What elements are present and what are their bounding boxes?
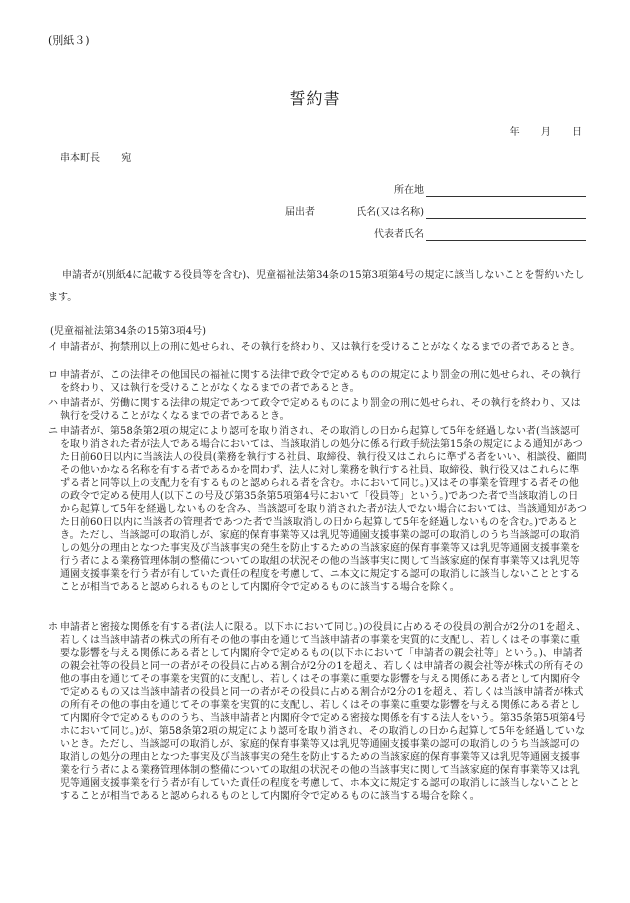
clause-text: 申請者が、労働に関する法律の規定であつて政令で定めるものにより罰金の刑に処せられ、その執行を終わり、又は執行を受けることがなくなるまでの者であるとき。 <box>60 398 581 422</box>
submitter-label: 届出者 <box>285 207 315 218</box>
field-name <box>300 206 586 219</box>
field-address-label: 所在地 <box>394 185 424 196</box>
section-heading: (児童福祉法第34条の15第3項4号) <box>50 326 206 337</box>
clause-marker: イ <box>48 342 58 353</box>
addressee <box>60 152 131 165</box>
addressee-name: 串本町長 <box>60 153 100 164</box>
clause-text: 申請者と密接な関係を有する者(法人に限る。以下ホにおいて同じ。)の役員に占めるその役員の割合が2分の1を超え、若しくは当該申請者の株式の所有その他の事由を通じて当該申請者の事業を実質的に支配し、若しくはその事業に重要な影響を与える関係にある者として内閣府令で定めるもの(以下ホにおいて「申請者の親会社等」という。)、申請者の親会社等の役員と同一の者がその役員に占める割合が2分の1を超え、若しくは申請者の親会社等が株式の所有その他の事由を通じてその事業を実質的に支配し、若しくはその事業に重要な影響を与える関係にある者として内閣府令で定めるもの又は当該申請者の役員と同一の者がその役員に占める割合が2分の1を超え、若しくは当該申請者が株式の所有その他の事由を通じてその事業を実質的に支配し、若しくはその事業に重要な影響を与える関係にある者として内閣府令で定めるもののうち、当該申請者と内閣府令で定める密接な関係を有する法人をいう。第35条第5項第4号ホにおいて同じ。)が、第58条第2項の規定により認可を取り消され、その取消しの日から起算して5年を経過していないとき。ただし、当該認可の取消しが、家庭的保育事業等又は乳児等通園支援事業の認可の取消しのうち当該認可の取消しの処分の理由となつた事実及び当該事実の発生を防止するための当該家庭的保育事業等又は乳児等通園支援事業を行う者による業務管理体制の整備についての取組の状況その他の当該事実に関して当該家庭的保育事業等又は乳児等通園支援事業を行う者が有していた責任の程度を考慮して、ホ本文に規定する認可の取消しに該当しないこととすることが相当であると認められるものとして内閣府令で定めるものに該当する場合を除く。 <box>60 622 587 802</box>
date-month-label: 月 <box>540 127 551 138</box>
field-name-label: 氏名(又は名称) <box>356 207 424 218</box>
field-address <box>300 184 586 197</box>
clause-marker: ロ <box>48 370 58 381</box>
field-address-line[interactable] <box>426 184 586 197</box>
date-day-label: 日 <box>572 127 582 138</box>
clause-text: 申請者が、拘禁刑以上の刑に処せられ、その執行を終わり、又は執行を受けることがなくなるまでの者であるとき。 <box>60 342 581 353</box>
clause-ro <box>48 369 588 395</box>
field-representative-label: 代表者氏名 <box>374 229 424 240</box>
annex-label: (別紙３) <box>48 34 90 47</box>
date-year-label: 年 <box>509 127 520 138</box>
date-line <box>492 126 582 139</box>
clause-ho <box>48 621 588 803</box>
clause-marker: ハ <box>48 398 58 409</box>
clause-ni <box>48 425 588 594</box>
clause-text: 申請者が、この法律その他国民の福祉に関する法律で政令で定めるものの規定により罰金の刑に処せられ、その執行を終わり、又は執行を受けることがなくなるまでの者であるとき。 <box>60 370 581 394</box>
clause-marker: ホ <box>48 622 58 633</box>
clause-i <box>48 341 588 354</box>
clause-marker: ニ <box>48 426 58 437</box>
field-representative <box>300 228 586 241</box>
page-title: 誓約書 <box>289 89 341 108</box>
pledge-statement: 申請者が(別紙4に記載する役員等を含む)、児童福祉法第34条の15第3項第4号の規定に該当しないことを誓約いたします。 <box>48 270 585 303</box>
clause-text: 申請者が、第58条第2項の規定により認可を取り消され、その取消しの日から起算して5年を経過しない者(当該認可を取り消された者が法人である場合においては、当該取消しの処分に係る行政手続法第15条の規定による通知があつた日前60日以内に当該法人の役員(業務を執行する社員、取締役、執行役又はこれらに準ずる者をいい、相談役、顧問その他いかなる名称を有する者であるかを問わず、法人に対し業務を執行する社員、取締役、執行役又はこれらに準ずる者と同等以上の支配力を有するものと認められる者を含む。ホにおいて同じ。)又はその事業を管理する者その他の政令で定める使用人(以下この号及び第35条第5項第4号において「役員等」という。)であつた者で当該取消しの日から起算して5年を経過しないものを含み、当該認可を取り消された者が法人でない場合においては、当該通知があつた日前60日以内に当該者の管理者であつた者で当該取消しの日から起算して5年を経過しないものを含む。)であるとき。ただし、当該認可の取消しが、家庭的保育事業等又は乳児等通園支援事業の認可の取消しのうち当該認可の取消しの処分の理由となつた事実及び当該事実の発生を防止するための当該家庭的保育事業等又は乳児等通園支援事業を行う者による業務管理体制の整備についての取組の状況その他の当該事実に関して当該家庭的保育事業等又は乳児等通園支援事業を行う者が有していた責任の程度を考慮して、ニ本文に規定する認可の取消しに該当しないこととすることが相当であると認められるものとして内閣府令で定めるものに該当する場合を除く。 <box>60 426 587 593</box>
clause-ha <box>48 397 588 423</box>
field-representative-line[interactable] <box>426 228 586 241</box>
addressee-suffix: 宛 <box>121 153 132 164</box>
field-name-line[interactable] <box>426 206 586 219</box>
